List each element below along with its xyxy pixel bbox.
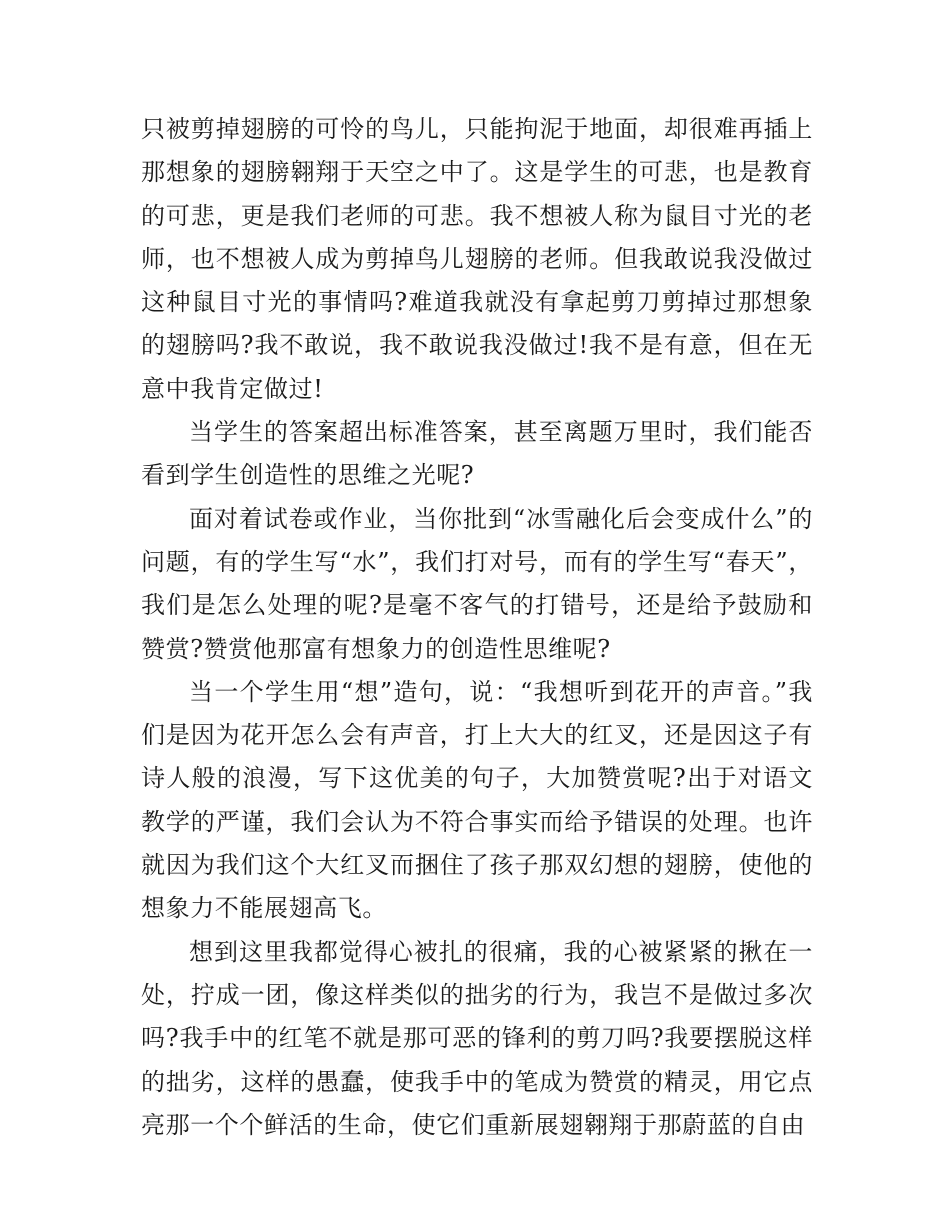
paragraph-2: 当学生的答案超出标准答案，甚至离题万里时，我们能否看到学生创造性的思维之光呢? <box>141 418 813 490</box>
document-body <box>141 108 813 1147</box>
paragraph-3: 面对着试卷或作业，当你批到“冰雪融化后会变成什么”的问题，有的学生写“水”，我们打对号，而有的学生写“春天”，我们是怎么处理的呢?是毫不客气的打错号，还是给予鼓励和赞赏?赞赏他那富有想象力的创造性思维呢? <box>141 504 813 663</box>
paragraph-1: 只被剪掉翅膀的可怜的鸟儿，只能拘泥于地面，却很难再插上那想象的翅膀翱翔于天空之中了。这是学生的可悲，也是教育的可悲，更是我们老师的可悲。我不想被人称为鼠目寸光的老师，也不想被人成为剪掉鸟儿翅膀的老师。但我敢说我没做过这种鼠目寸光的事情吗?难道我就没有拿起剪刀剪掉过那想象的翅膀吗?我不敢说，我不敢说我没做过!我不是有意，但在无意中我肯定做过! <box>141 115 813 403</box>
paragraph-4: 当一个学生用“想”造句，说：“我想听到花开的声音。”我们是因为花开怎么会有声音，打上大大的红叉，还是因这子有诗人般的浪漫，写下这优美的句子，大加赞赏呢?出于对语文教学的严谨，我们会认为不符合事实而给予错误的处理。也许就因为我们这个大红叉而捆住了孩子那双幻想的翅膀，使他的想象力不能展翅高飞。 <box>141 677 813 923</box>
paragraph-5: 想到这里我都觉得心被扎的很痛，我的心被紧紧的揪在一处，拧成一团，像这样类似的拙劣的行为，我岂不是做过多次吗?我手中的红笔不就是那可恶的锋利的剪刀吗?我要摆脱这样的拙劣，这样的愚蠢，使我手中的笔成为赞赏的精灵，用它点亮那一个个鲜活的生命，使它们重新展翅翱翔于那蔚蓝的自由 <box>141 937 813 1139</box>
